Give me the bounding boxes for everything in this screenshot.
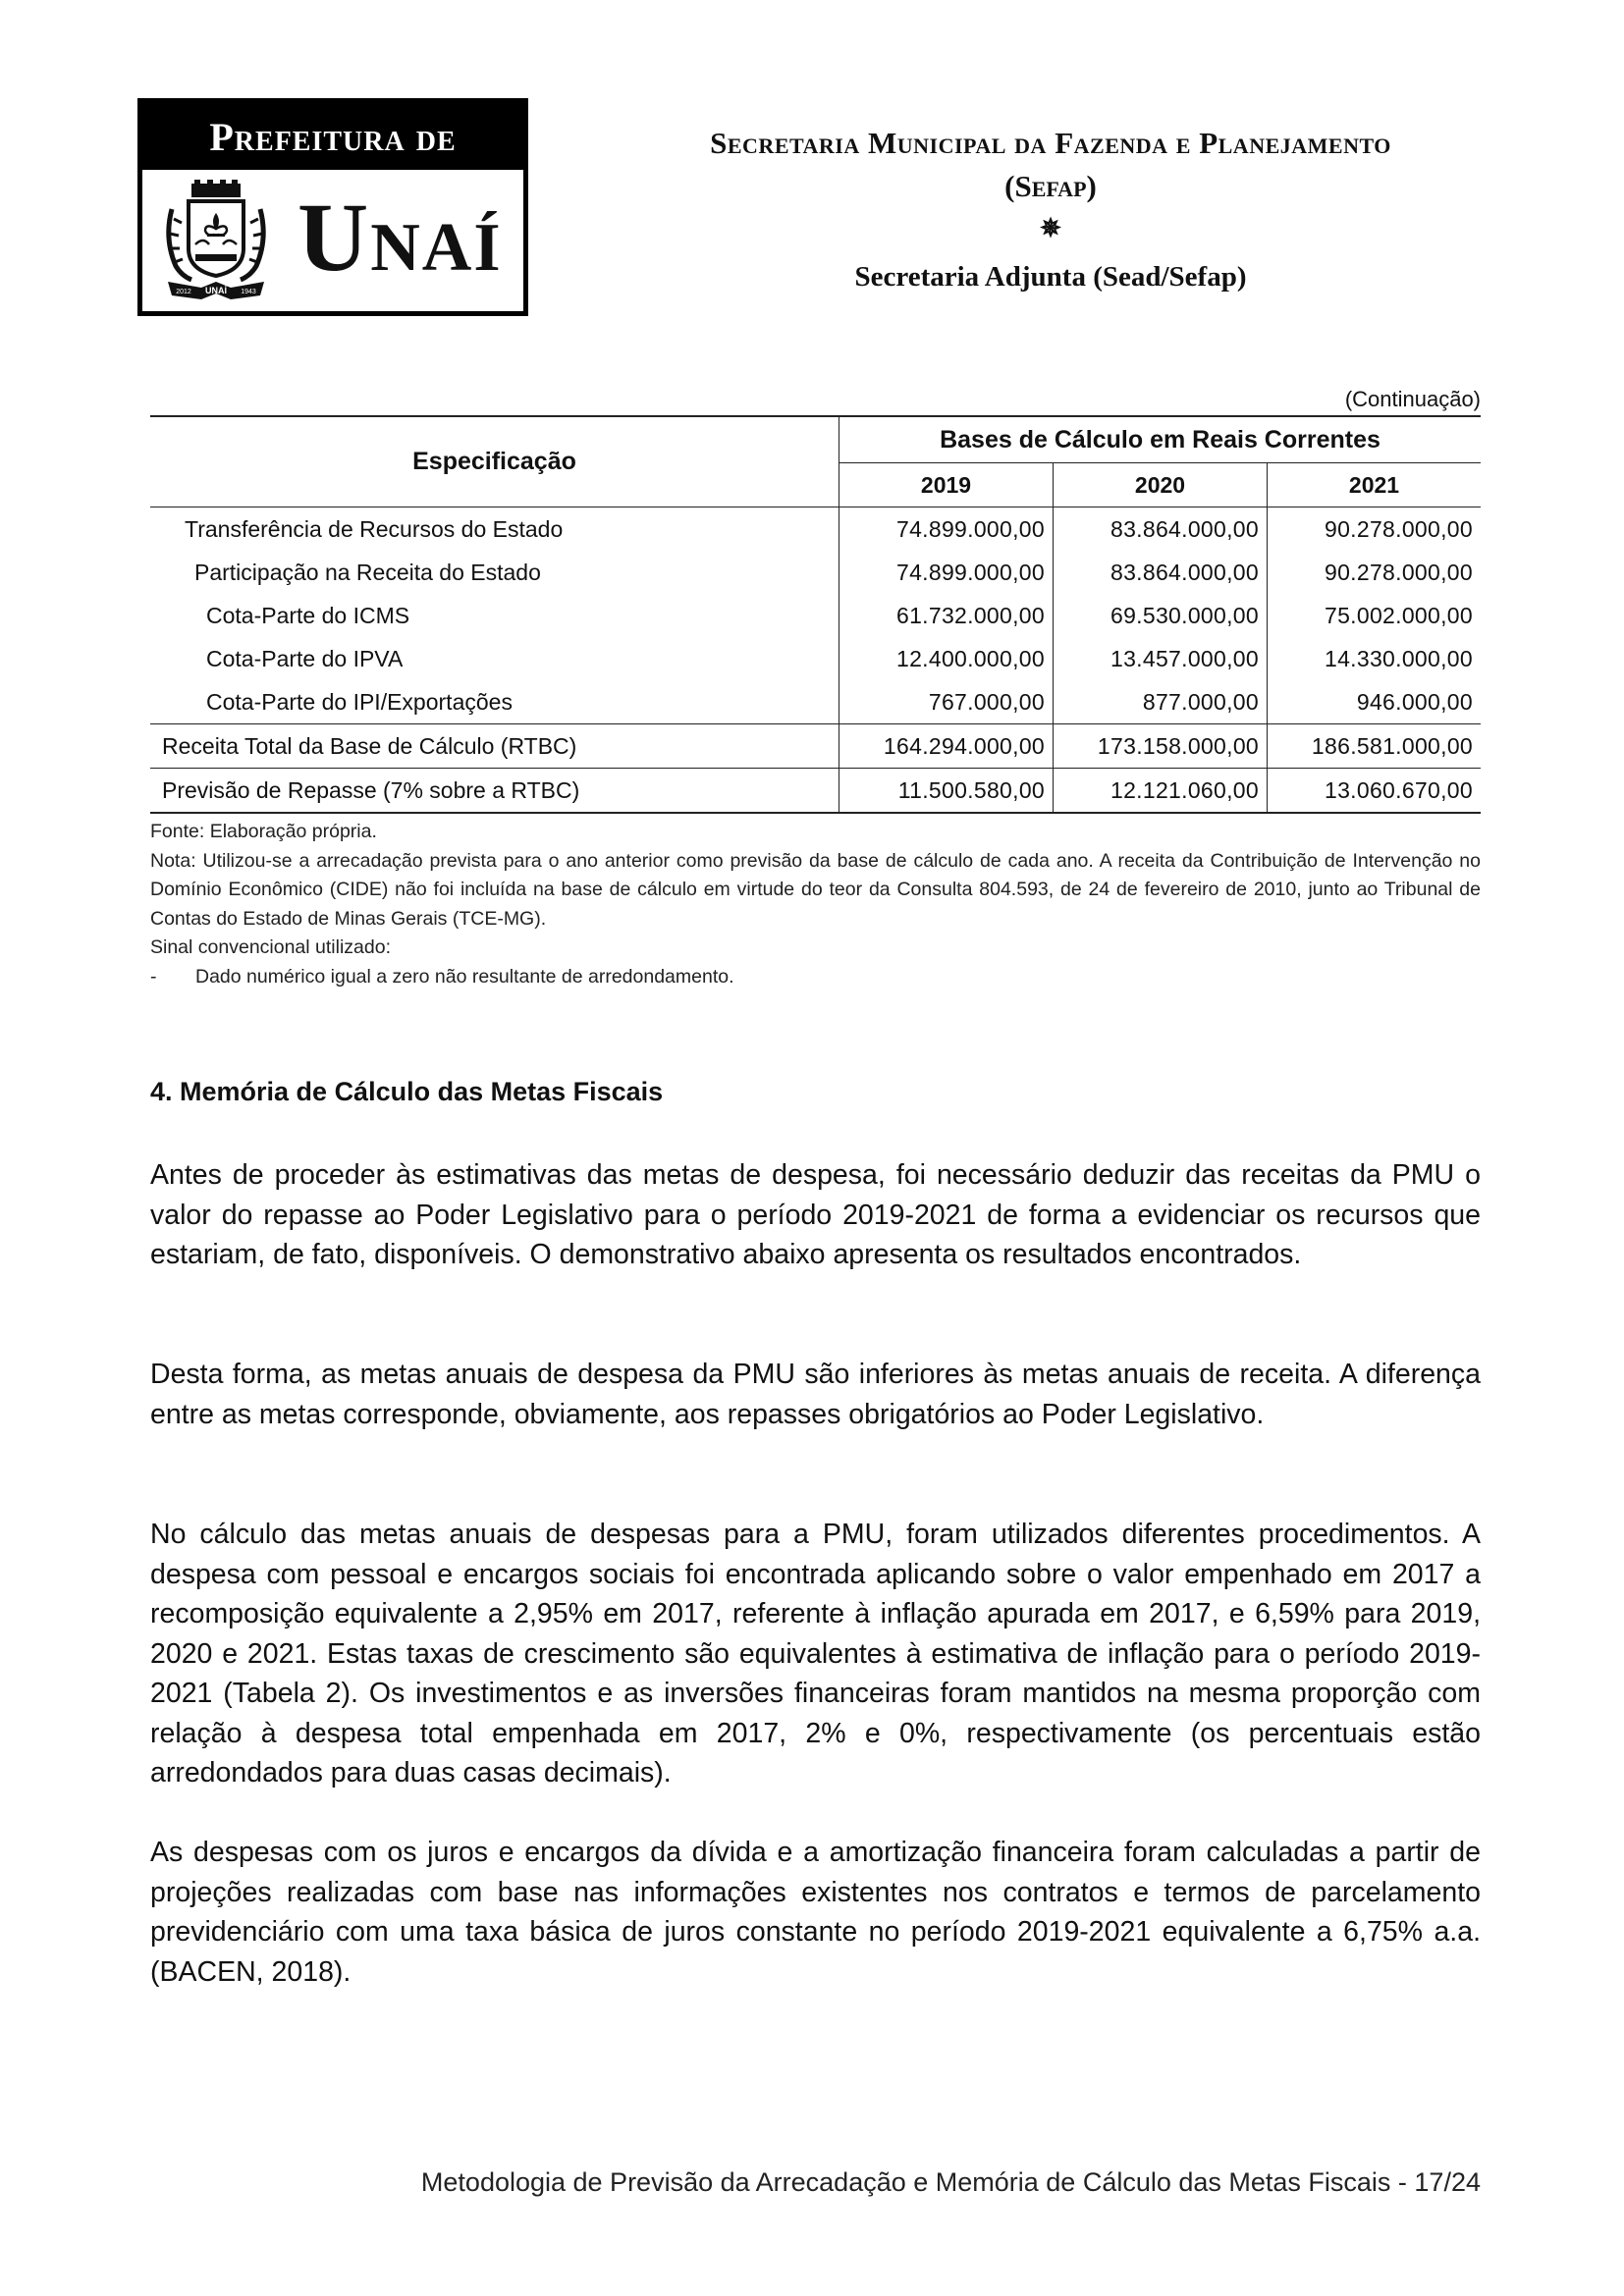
column-header-specification: Especificação [150, 416, 839, 507]
cell-value: 83.864.000,00 [1054, 507, 1268, 552]
cell-value: 173.158.000,00 [1054, 724, 1268, 769]
row-label: Cota-Parte do IPI/Exportações [206, 688, 513, 715]
continuation-label: (Continuação) [1344, 387, 1481, 411]
adjunct-secretariat-title: Secretaria Adjunta (Sead/Sefap) [854, 261, 1247, 293]
calculation-bases-table [150, 415, 1481, 814]
table-row [150, 594, 1481, 637]
row-label: Cota-Parte do IPVA [206, 645, 404, 671]
cell-value: 74.899.000,00 [839, 507, 1054, 552]
row-label: Cota-Parte do ICMS [206, 602, 410, 628]
logo-band-text: Prefeitura de [142, 103, 523, 170]
table-source: Fonte: Elaboração própria. [150, 821, 377, 842]
body-paragraph: No cálculo das metas anuais de despesas para a PMU, foram utilizados diferentes procedimentos. A despesa com pessoal e encargos sociais foi encontrada aplicando sobre o valor empenhado em 2017 a recomposição equivalente a 2,95% em 2017, referente à inflação apurada em 2017, e 6,59% para 2019, 2020 e 2021. Estas taxas de crescimento são equivalentes à estimativa de inflação para o período 2019-2021 (Tabela 2). Os investimentos e as inversões financeiras foram mantidos na mesma proporção com relação à despesa total empenhada em 2017, 2% e 0%, respectivamente (os percentuais estão arredondados para duas casas decimais). [150, 1519, 1481, 1789]
table-row-transfer-forecast [150, 769, 1481, 814]
cell-value: 11.500.580,00 [839, 769, 1054, 814]
conventional-sign-title: Sinal convencional utilizado: [150, 936, 391, 958]
body-paragraph: As despesas com os juros e encargos da dívida e a amortização financeira foram calculadas a partir de projeções realizadas com base nas informações existentes nos contratos e termos de parcelamento previdenciário com uma taxa básica de juros constante no período 2019-2021 equivalente a 6,75% a.a. (BACEN, 2018). [150, 1837, 1481, 1988]
cell-value: 83.864.000,00 [1054, 551, 1268, 594]
prefeitura-logo [137, 98, 528, 316]
cell-value: 767.000,00 [839, 680, 1054, 724]
table-note: Nota: Utilizou-se a arrecadação prevista para o ano anterior como previsão da base de cálculo de cada ano. A receita da Contribuição de Intervenção no Domínio Econômico (CIDE) não foi incluída na base de cálculo em virtude do teor da Consulta 804.593, de 24 de fevereiro de 2010, junto ao Tribunal de Contas do Estado de Minas Gerais (TCE-MG). [150, 849, 1481, 930]
column-header-2021: 2021 [1268, 463, 1482, 507]
cell-value: 90.278.000,00 [1268, 551, 1482, 594]
table-row [150, 507, 1481, 552]
cell-value: 12.400.000,00 [839, 637, 1054, 680]
conventional-sign-text: Dado numérico igual a zero não resultante de arredondamento. [195, 965, 734, 988]
cell-value: 14.330.000,00 [1268, 637, 1482, 680]
coat-of-arms-icon [162, 180, 270, 302]
cell-value: 946.000,00 [1268, 680, 1482, 724]
row-label: Participação na Receita do Estado [194, 559, 541, 585]
cell-value: 877.000,00 [1054, 680, 1268, 724]
conventional-sign-item [150, 963, 1481, 992]
cell-value: 75.002.000,00 [1268, 594, 1482, 637]
crest-year-right: 1943 [241, 289, 256, 295]
cell-value: 13.457.000,00 [1054, 637, 1268, 680]
crest-year-left: 2012 [176, 289, 191, 295]
column-header-2020: 2020 [1054, 463, 1268, 507]
column-header-2019: 2019 [839, 463, 1054, 507]
cell-value: 74.899.000,00 [839, 551, 1054, 594]
crest-label: UNAÍ [205, 286, 227, 295]
cell-value: 186.581.000,00 [1268, 724, 1482, 769]
cell-value: 164.294.000,00 [839, 724, 1054, 769]
table-row [150, 680, 1481, 724]
table-row [150, 551, 1481, 594]
page-footer: Metodologia de Previsão da Arrecadação e Memória de Cálculo das Metas Fiscais - 17/24 [420, 2167, 1481, 2197]
logo-city-name: Unaí [298, 183, 503, 292]
body-paragraph: Desta forma, as metas anuais de despesa da PMU são inferiores às metas anuais de receita. A diferença entre as metas corresponde, obviamente, aos repasses obrigatórios ao Poder Legislativo. [150, 1359, 1481, 1430]
column-group-header: Bases de Cálculo em Reais Correntes [839, 416, 1482, 463]
section-heading: 4. Memória de Cálculo das Metas Fiscais [150, 1077, 664, 1106]
cell-value: 13.060.670,00 [1268, 769, 1482, 814]
secretariat-acronym: (Sefap) [1004, 169, 1097, 203]
row-label: Transferência de Recursos do Estado [185, 515, 564, 542]
cell-value: 69.530.000,00 [1054, 594, 1268, 637]
cell-value: 61.732.000,00 [839, 594, 1054, 637]
compass-star-icon: ✵ [1040, 214, 1061, 242]
row-label: Previsão de Repasse (7% sobre a RTBC) [150, 769, 839, 814]
table-row [150, 637, 1481, 680]
body-paragraph: Antes de proceder às estimativas das metas de despesa, foi necessário deduzir das receitas da PMU o valor do repasse ao Poder Legislativo para o período 2019-2021 de forma a evidenciar os recursos que estariam, de fato, disponíveis. O demonstrativo abaixo apresenta os resultados encontrados. [150, 1159, 1481, 1270]
cell-value: 90.278.000,00 [1268, 507, 1482, 552]
dash-symbol: - [150, 965, 157, 988]
secretariat-title: Secretaria Municipal da Fazenda e Planejamento [710, 126, 1391, 160]
row-label: Receita Total da Base de Cálculo (RTBC) [150, 724, 839, 769]
table-row-total [150, 724, 1481, 769]
cell-value: 12.121.060,00 [1054, 769, 1268, 814]
table-notes [150, 818, 1481, 991]
